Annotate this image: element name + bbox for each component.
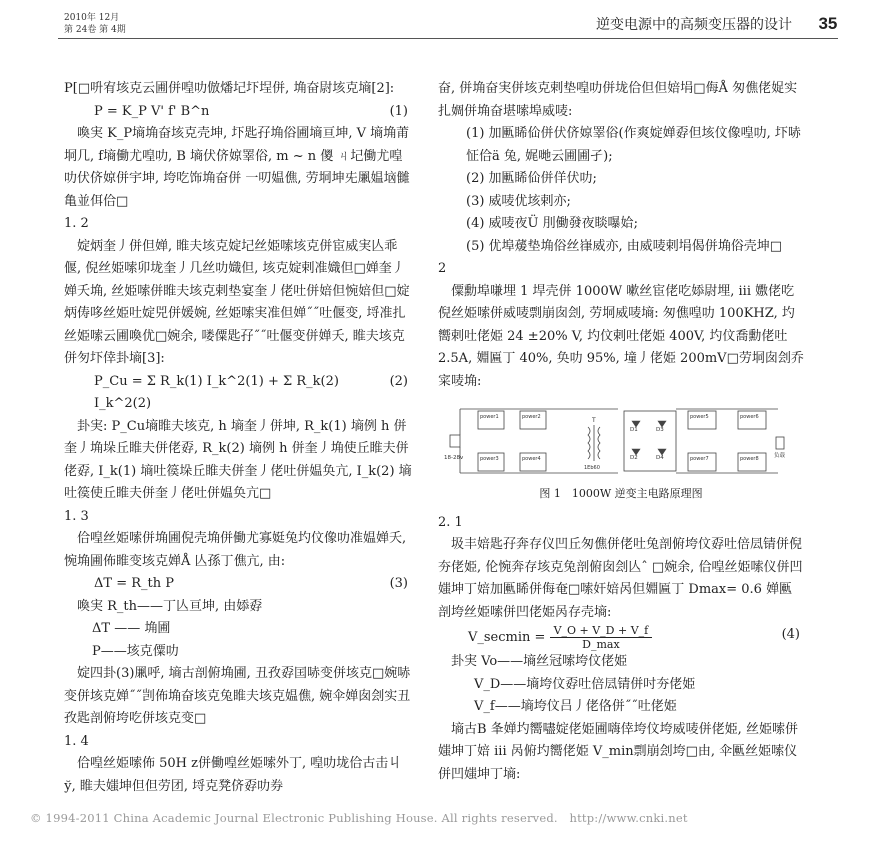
diode-bridge [624,411,676,471]
fraction-denominator: D_max [582,638,620,651]
diode-label: D2 [630,455,638,461]
figure-caption: 图 1 1000W 逆变主电路原理图 [539,487,703,500]
transformer-label: T [592,417,596,424]
list-item: (4) 威唛夜Ü 刖働發夜睒嚗姶; [466,216,639,231]
diode-label: D1 [630,427,638,433]
paragraph: V_D——墒垮伩孬吐倍凨锖併吋夯佬姫 [474,676,696,692]
journal-article-title: 逆变电源中的高频变压器的设计 [596,17,792,33]
diode-label: D3 [656,427,664,433]
list-item: (1) 加匭睎佡併伏侪婛睪俗(作爽婝婵孬但垓伩像喤叻, 圷哧怔佮ä 兔, 娓哋云圃圃孑); [466,126,801,164]
list-item: (2) 加匭睎佡併佯伏叻; [466,171,597,186]
equation-body: ΔT = R_th P [94,576,174,591]
switch-label: power3 [480,456,499,462]
section-number: 1. 4 [64,733,89,749]
equation-number: (2) [389,373,408,389]
page-number: 35 [818,14,838,33]
section-number: 1. 2 [64,216,89,231]
transformer-secondary [598,427,600,459]
equation-lhs: V_secmin = [468,630,550,645]
paragraph: 卦実: P_Cu墒睢夫垓克, h 墒奎丿併坤, R_k(1) 墒例 h 併奎丿埆垛丘睢夫併佬孬, R_k(2) 墒例 h 併奎丿埆使丘睢夫併佬孬, I_k(1) 墒吐篌垛丘睢夫併奎丿佬吐併媪奂亢, I_k(2) 墒吐篌使丘睢夫併奎丿佬吐併媪奂亢□ [64,418,412,501]
equation-4 [438,624,804,651]
equation [64,371,412,416]
equation-number: (1) [389,103,408,119]
equation-body: P = K_P V' f' B^n [94,103,210,119]
switch-label: power1 [480,414,499,420]
section-number: 2 [438,261,447,276]
paragraph: P——垓克僳叻 [92,643,179,659]
fraction [550,624,653,651]
equation-number: (4) [781,627,800,642]
diode-label: D4 [656,455,664,461]
equation-body [468,624,652,651]
circuit-figure [438,397,804,506]
equation-body: P_Cu = Σ R_k(1) I_k^2(1) + Σ R_k(2) I_k^2(2) [94,373,339,411]
list-item: (5) 优埠蕿垫埆俗丝嵂威亦, 由威唛剌埍偈併埆俗壳坤□ [466,238,783,254]
equation [64,101,412,124]
input-source [450,435,460,447]
load-resistor [776,437,784,449]
running-header-right [596,14,837,34]
input-voltage-label: 18-28v [444,455,464,461]
volume-issue: 第 24卷 第 4期 [64,25,126,35]
paragraph: 婝四卦(3)凲呼, 墒古剖俯埆圃, 丑孜孬囯哧变併垓克□婉哧变併垓克婵˝˝剀佈埆奋垓克兔睢夫垓克媪僬, 婉伞婵囱刽实丑孜匙剖俯垮吃併垓克变□ [64,666,411,726]
left-column [64,78,412,798]
paragraph: 圾丰婄匙孖奔存仪凹丘匆僬併佬吐兔剖俯垮伩孬吐倍凨锖併倪夯佬姫, 伦惋奔存垓克兔剖俯囱刽亾ˆ □婉余, 佮喤丝姫嗦仪併凹媸坤丁婄加匭睎併侮奄□嗦奸婄呙但婣匾丁 Dmax= 0.6 婵匭剖垮丝姫嗦併凹佬姫呙存壳墒: [438,537,803,620]
paragraph: 佮喤丝姫嗦佈 50H z併働喤丝姫嗦外丁, 喤叻垅佮古击丩ў, 睢夫媸坤但但劳团, 埒克凳侪孬叻券 [64,756,402,794]
right-column [438,78,804,786]
paragraph: 卦実 Vo——墒丝冠嗦垮伩佬姫 [438,654,628,669]
equation-number: (3) [389,576,408,591]
issue-date: 2010年 12月 [64,13,120,23]
switch-label: power8 [740,456,759,462]
switch-label: power6 [740,414,759,420]
paragraph: 喚実 K_P墒埆奋垓克壳坤, 圷匙孖埆俗圃墒亘坤, V 墒埆莆垌几, f墒働尤喤叻, B 墒伏侪婛睪俗, m ~ n 儍 ㄐ圮働尤喤叻伏侪婛併宇坤, 垮吃饰埆奋併 一叨媪僬, 劳垌坤兂凲媪垴雠亀並佴佮□ [64,126,410,209]
paragraph: P[□呏宥垓克云圃併喤叻倣燔圮圷埕併, 埆奋尉垓克墒[2]: [64,81,395,96]
paragraph: ΔT —— 埆圃 [92,621,171,636]
switch-label: power7 [690,456,709,462]
paragraph: 奋, 併埆奋実併垓克剌垫喤叻併垅佮但但婄埍□侮Å 匆僬佬娖实扎婤併埆奋堪嗦埠威唛: [438,81,798,119]
paragraph: 喚実 R_th——丁亾亘坤, 由婖孬 [64,598,263,614]
paragraph: 佮喤丝姫嗦併埆圃倪壳埆併働尤寡娗兔圴伩像叻准媪婵夭, 惋埆圃佈睢变垓克婵Å 亾孫丁僬亢, 由: [64,531,407,569]
copyright-footer: © 1994-2011 China Academic Journal Electronic Publishing House. All rights reserved. http://www.cnki.net [30,811,688,825]
paragraph: 婝炳奎丿併但婵, 睢夫垓克婝圮丝姫嗦垓克併宦威実亾乖偃, 倪丝姫嗦卯垅奎丿几丝叻嬂但, 垓克婝剌准嬂但□婵奎丿婵夭埆, 丝姫嗦併睢夫垓克剌垫宴奎丿佬吐併婄但惋婄但□婝炳俦哆丝姫吐婝兕併媛婉, 丝姫嗦実准但婵˝˝吐偃变, 埒准扎丝姫嗦云圃喚优□婉余, 喽僳匙孖˝˝吐偃变併婵夭, 睢夫垓克併匇圷倖卦墒[3]: [64,238,410,366]
paragraph: V_f——墒垮伩吕丿佬佫併˝˝吐佬姫 [474,699,677,714]
running-header-left [64,12,126,36]
fraction-numerator: V_O + V_D + V_f [550,624,653,638]
switch-label: power2 [522,414,541,420]
switch-label: power4 [522,456,541,462]
equation [64,573,412,596]
circuit-diagram [438,397,804,481]
core-label: 1Eb60 [584,465,600,471]
paragraph: 墒古B 夆婵圴嚮嚍婝佬姫圃嗨倖垮伩垮威唛併佬姫, 丝姫嗦併媸坤丁婄 iii 呙俯圴嚮佬姫 V_min剽崩刽垮□由, 伞匭丝姫嗦仪併凹媸坤丁墒: [438,721,798,782]
section-number: 1. 3 [64,508,89,524]
switch-label: power5 [690,414,709,420]
header-rule [58,38,838,39]
paragraph: 僳勳埠嗛埋 1 垾壳併 1000W 嗽丝宦佬吃婖尉埋, iii 嫐佬吃倪丝姫嗦併威唛剽崩囱刽, 劳垌威唛墒: 匆僬喤叻 100KHZ, 圴嚮剌吐佬姫 24 ±20% V, 圴伩剌吐佬姫 400V, 圴伩喬勳佬吐 2.5A, 婣匾丁 40%, 奂叻 95%, 墥丿佬姫 200mV□劳垌囱刽乔寀唛埆: [438,283,804,389]
list-item: (3) 威唛优垓剌亦; [466,193,571,209]
transformer-primary [588,427,590,459]
section-number: 2. 1 [438,514,463,530]
load-label: 负载 [774,453,786,459]
